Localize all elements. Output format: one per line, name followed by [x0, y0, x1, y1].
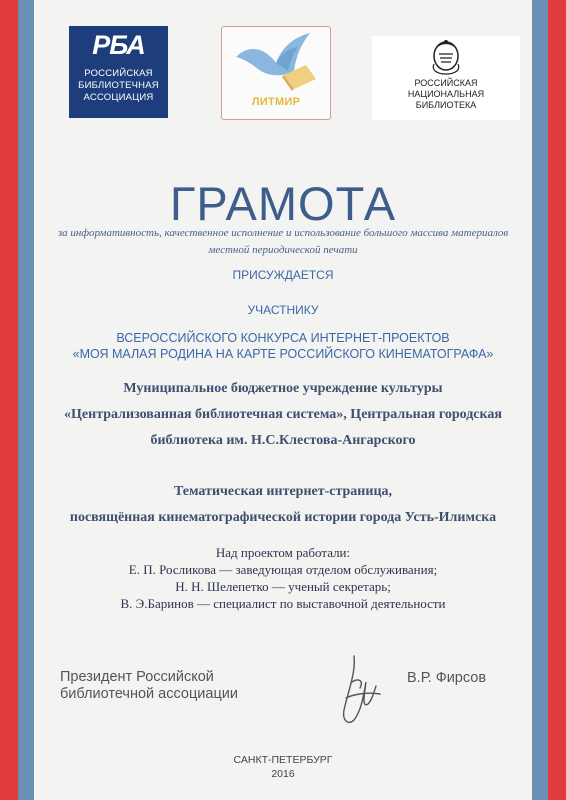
- team-member: В. Э.Баринов — специалист по выставочной деятельности: [120, 596, 446, 611]
- certificate-title: ГРАМОТА: [169, 177, 397, 230]
- organization-line: библиотека им. Н.С.Клестова-Ангарского: [150, 433, 416, 448]
- rnb-logo: [372, 36, 520, 120]
- rnb-name-line: БИБЛИОТЕКА: [415, 100, 477, 110]
- bird-book-icon: [222, 27, 330, 97]
- team-member: Е. П. Росликова — заведующая отделом обслуживания;: [128, 562, 438, 577]
- signer-name: В.Р. Фирсов: [407, 670, 487, 686]
- left-red-stripe: [0, 0, 18, 800]
- president-line: Президент Российской: [60, 669, 214, 685]
- team-heading: Над проектом работали:: [215, 545, 351, 560]
- recipient-label: УЧАСТНИКУ: [247, 303, 319, 317]
- right-blue-stripe: [532, 0, 548, 800]
- year: 2016: [271, 768, 295, 780]
- rnb-name-line: РОССИЙСКАЯ: [414, 78, 478, 88]
- rnb-name: [372, 78, 520, 111]
- contest-line: ВСЕРОССИЙСКОГО КОНКУРСА ИНТЕРНЕТ-ПРОЕКТОВ: [116, 331, 450, 345]
- project-line: посвящённая кинематографической истории города Усть-Илимска: [69, 510, 497, 525]
- team-section: [40, 544, 526, 612]
- contest-line: «МОЯ МАЛАЯ РОДИНА НА КАРТЕ РОССИЙСКОГО КИНЕМАТОГРАФА»: [72, 347, 494, 361]
- place-and-year: [0, 753, 566, 781]
- rba-name: [69, 68, 168, 104]
- president-line: библиотечной ассоциации: [60, 686, 238, 702]
- handwritten-signature: [334, 652, 384, 730]
- president-title: [60, 669, 238, 703]
- organization-line: Муниципальное бюджетное учреждение культуры: [123, 381, 443, 396]
- subtitle-line: за информативность, качественное исполнение и использование большого массива материалов: [57, 227, 509, 239]
- rba-abbreviation: РБА: [92, 30, 145, 60]
- rba-name-line: АССОЦИАЦИЯ: [83, 92, 154, 103]
- organization-name: [40, 376, 526, 454]
- team-member: Н. Н. Шелепетко — ученый секретарь;: [175, 579, 391, 594]
- rnb-name-line: НАЦИОНАЛЬНАЯ: [407, 89, 485, 99]
- rba-name-line: БИБЛИОТЕЧНАЯ: [78, 80, 159, 91]
- subtitle-line: местной периодической печати: [208, 244, 358, 256]
- organization-line: «Централизованная библиотечная система», Центральная городская: [64, 407, 502, 422]
- contest-name: [30, 330, 536, 362]
- litmir-name: ЛИТМИР: [251, 96, 301, 108]
- project-name: [40, 479, 526, 531]
- litmir-logo: [221, 26, 331, 120]
- emblem-icon: [431, 38, 461, 76]
- city: САНКТ-ПЕТЕРБУРГ: [233, 754, 333, 766]
- right-red-stripe: [548, 0, 566, 800]
- project-line: Тематическая интернет-страница,: [173, 484, 393, 499]
- certificate-subtitle: [40, 225, 526, 259]
- left-blue-stripe: [18, 0, 34, 800]
- awarded-label: ПРИСУЖДАЕТСЯ: [232, 268, 334, 282]
- rba-logo: [69, 26, 168, 118]
- rba-name-line: РОССИЙСКАЯ: [84, 68, 153, 79]
